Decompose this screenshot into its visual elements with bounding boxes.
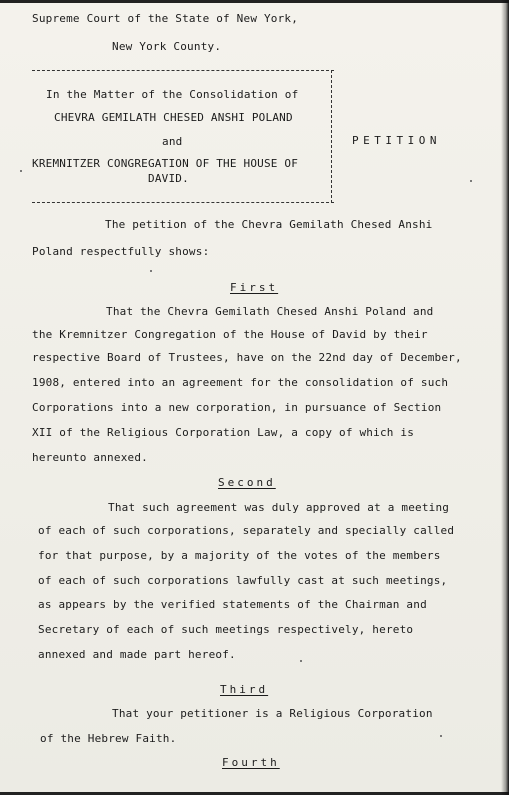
caption-party-two-cont: DAVID. bbox=[148, 172, 189, 185]
second-line-4: of each of such corporations lawfully cast at such meetings, bbox=[38, 574, 448, 587]
scan-speck bbox=[20, 170, 22, 172]
caption-party-one: CHEVRA GEMILATH CHESED ANSHI POLAND bbox=[54, 111, 293, 124]
scan-border-top bbox=[0, 0, 509, 3]
caption-line-matter: In the Matter of the Consolidation of bbox=[46, 88, 299, 101]
second-line-5: as appears by the verified statements of the Chairman and bbox=[38, 598, 427, 611]
second-line-3: for that purpose, by a majority of the votes of the members bbox=[38, 549, 441, 562]
scan-speck bbox=[300, 660, 302, 662]
caption-bottom-rule bbox=[32, 202, 334, 203]
first-line-2: the Kremnitzer Congregation of the House of David by their bbox=[32, 328, 428, 341]
second-line-7: annexed and made part hereof. bbox=[38, 648, 236, 661]
first-line-3: respective Board of Trustees, have on the 22nd day of December, bbox=[32, 351, 462, 364]
court-name: Supreme Court of the State of New York, bbox=[32, 12, 299, 25]
first-line-6: XII of the Religious Corporation Law, a copy of which is bbox=[32, 426, 415, 439]
first-line-1: That the Chevra Gemilath Chesed Anshi Poland and bbox=[106, 305, 434, 318]
scan-speck bbox=[470, 180, 472, 182]
second-line-6: Secretary of each of such meetings respectively, hereto bbox=[38, 623, 414, 636]
third-line-2: of the Hebrew Faith. bbox=[40, 732, 177, 745]
first-line-4: 1908, entered into an agreement for the consolidation of such bbox=[32, 376, 449, 389]
caption-and: and bbox=[162, 135, 183, 148]
scan-speck bbox=[150, 270, 152, 272]
section-heading-fourth: Fourth bbox=[222, 756, 280, 769]
first-line-5: Corporations into a new corporation, in pursuance of Section bbox=[32, 401, 442, 414]
first-line-7: hereunto annexed. bbox=[32, 451, 148, 464]
court-county: New York County. bbox=[112, 40, 222, 53]
second-line-1: That such agreement was duly approved at a meeting bbox=[108, 501, 450, 514]
intro-line-1: The petition of the Chevra Gemilath Chesed Anshi bbox=[105, 218, 433, 231]
section-heading-first: First bbox=[230, 281, 279, 294]
scan-speck bbox=[440, 735, 442, 737]
caption-party-two: KREMNITZER CONGREGATION OF THE HOUSE OF bbox=[32, 157, 299, 170]
third-line-1: That your petitioner is a Religious Corporation bbox=[112, 707, 433, 720]
scan-shadow-right bbox=[501, 0, 509, 795]
section-heading-third: Third bbox=[220, 683, 269, 696]
caption-top-rule bbox=[32, 70, 334, 71]
intro-line-2: Poland respectfully shows: bbox=[32, 245, 210, 258]
section-heading-second: Second bbox=[218, 476, 276, 489]
caption-right-rule bbox=[331, 70, 332, 203]
document-type-title: PETITION bbox=[352, 134, 441, 147]
second-line-2: of each of such corporations, separately and specially called bbox=[38, 524, 455, 537]
